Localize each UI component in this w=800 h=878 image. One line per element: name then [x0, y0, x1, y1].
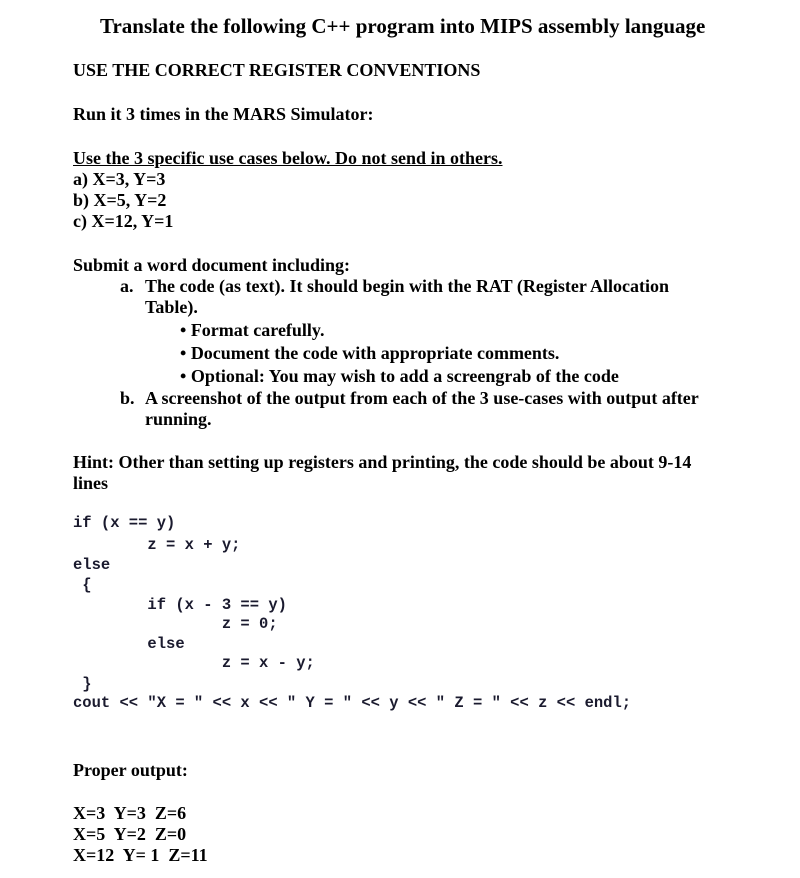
submit-item-b-line1: A screenshot of the output from each of the 3 use-cases with output after: [145, 388, 699, 408]
run-instruction: Run it 3 times in the MARS Simulator:: [73, 104, 374, 124]
output-heading: Proper output:: [73, 760, 188, 780]
code-line: z = 0;: [73, 615, 278, 633]
use-case-c: c) X=12, Y=1: [73, 211, 174, 231]
submit-item-b-label: b.: [120, 388, 135, 408]
bullet-optional: • Optional: You may wish to add a screengrab of the code: [180, 366, 619, 386]
code-line: }: [73, 675, 92, 693]
submit-item-a-line1: The code (as text). It should begin with the RAT (Register Allocation: [145, 276, 669, 296]
use-cases-heading: Use the 3 specific use cases below. Do not send in others.: [73, 148, 503, 168]
code-line: else: [73, 635, 185, 653]
bullet-document-text: Document the code with appropriate comments.: [190, 343, 560, 363]
hint-line1: Hint: Other than setting up registers and printing, the code should be about 9-14: [73, 452, 692, 472]
code-line: z = x + y;: [73, 536, 241, 554]
code-line: cout << "X = " << x << " Y = " << y << " Z = " << z << endl;: [73, 694, 632, 712]
code-line: if (x - 3 == y): [73, 596, 287, 614]
hint-line2: lines: [73, 473, 109, 493]
bullet-format-text: Format carefully.: [190, 320, 325, 340]
use-case-a: a) X=3, Y=3: [73, 169, 166, 189]
submit-heading: Submit a word document including:: [73, 255, 351, 275]
code-line: else: [73, 556, 111, 574]
code-line: if (x == y): [73, 514, 176, 532]
bullet-format: • Format carefully.: [180, 320, 325, 340]
submit-item-b-line2: running.: [145, 409, 212, 429]
output-line: X=3 Y=3 Z=6: [73, 803, 187, 823]
conventions-text: USE THE CORRECT REGISTER CONVENTIONS: [73, 60, 481, 80]
use-case-b: b) X=5, Y=2: [73, 190, 167, 210]
code-line: {: [73, 576, 92, 594]
submit-item-a-label: a.: [120, 276, 134, 296]
submit-item-a-line2: Table).: [145, 297, 198, 317]
page-title: Translate the following C++ program into MIPS assembly language: [100, 14, 706, 38]
output-line: X=5 Y=2 Z=0: [73, 824, 187, 844]
output-line: X=12 Y= 1 Z=11: [73, 845, 208, 865]
code-line: z = x - y;: [73, 654, 315, 672]
bullet-document: • Document the code with appropriate comments.: [180, 343, 560, 363]
bullet-optional-text: Optional: You may wish to add a screengrab of the code: [190, 366, 619, 386]
